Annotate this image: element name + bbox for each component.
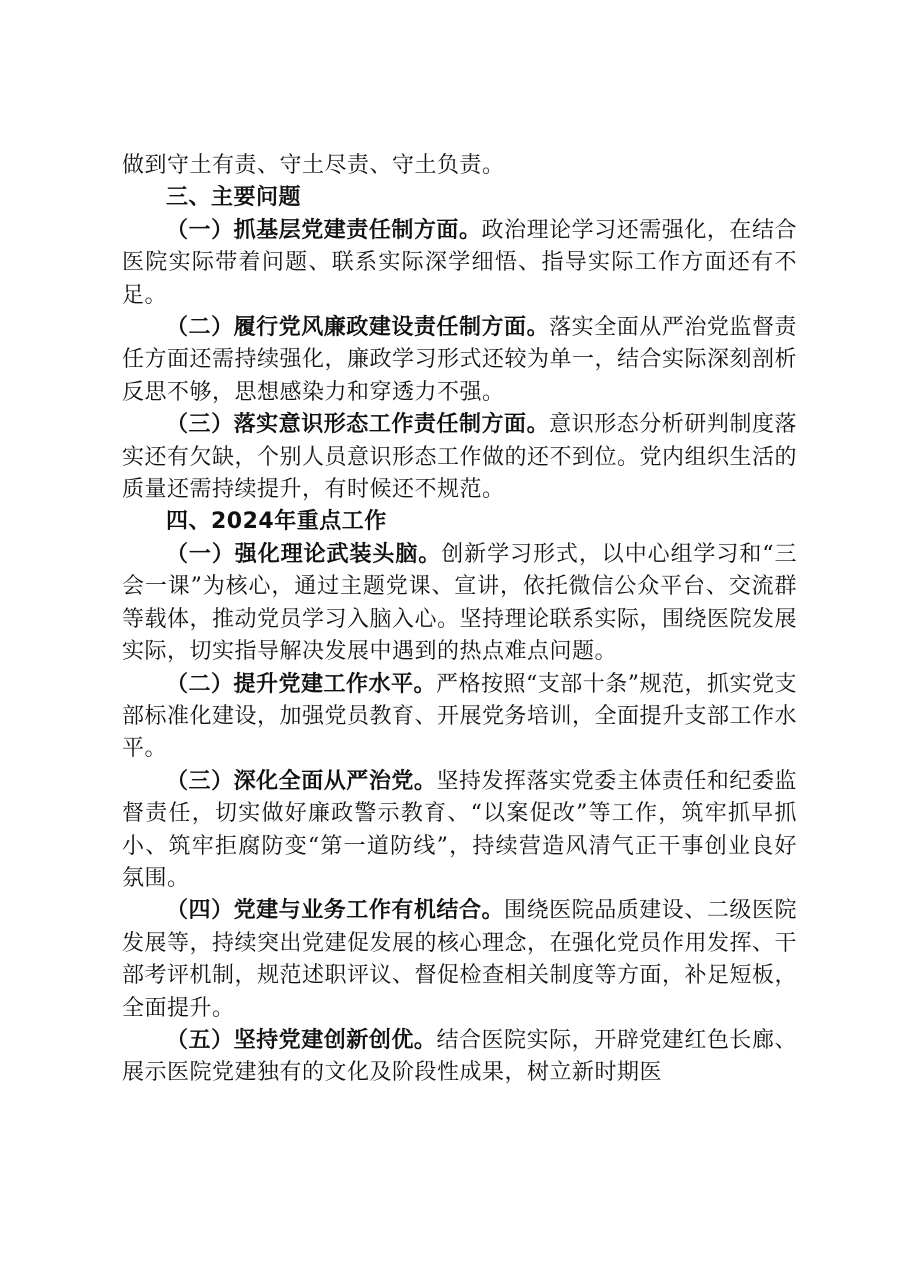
- paragraph-text: 政治理论学习还需强化，在结合医院实际带着问题、联系实际深学细悟、指导实际工作方面还有不足。: [122, 217, 797, 308]
- paragraph-work-3: [122, 766, 797, 896]
- paragraph-text: 围绕医院品质建设、二级医院发展等，持续突出党建促发展的核心理念，在强化党员作用发挥、干部考评机制，规范述职评议、督促检查相关制度等方面，补足短板，全面提升。: [122, 898, 798, 1021]
- paragraph-problem-2: [122, 312, 797, 409]
- paragraph-text: 坚持发挥落实党委主体责任和纪委监督责任，切实做好廉政警示教育、“以案促改”等工作，筑牢抓早抓小、筑牢拒腐防变“第一道防线”，持续营造风清气正干事创业良好氛围。: [122, 768, 797, 891]
- section-heading-key-work-2024: 四、2024年重点工作: [166, 509, 387, 535]
- paragraph-lead: （一）强化理论武装头脑。: [166, 541, 442, 567]
- paragraph-problem-1: [122, 215, 797, 312]
- paragraph-work-5: [122, 1025, 797, 1090]
- paragraph-lead: （三）落实意识形态工作责任制方面。: [166, 412, 550, 438]
- continuation-text: 做到守土有责、守土尽责、守土负责。: [122, 153, 505, 178]
- paragraph-text: 落实全面从严治党监督责任方面还需持续强化，廉政学习形式还较为单一，结合实际深刻剖析反思不够，思想感染力和穿透力不强。: [122, 315, 798, 405]
- paragraph-work-4: [122, 895, 797, 1025]
- paragraph-lead: （一）抓基层党建责任制方面。: [166, 217, 482, 243]
- paragraph-lead: （四）党建与业务工作有机结合。: [166, 898, 505, 924]
- paragraph-text: 严格按照“支部十条”规范，抓实党支部标准化建设，加强党员教育、开展党务培训，全面提升支部工作水平。: [122, 671, 798, 762]
- paragraph-text: 结合医院实际，开辟党建红色长廊、展示医院党建独有的文化及阶段性成果，树立新时期医: [122, 1027, 797, 1086]
- paragraph-lead: （二）提升党建工作水平。: [166, 671, 437, 697]
- paragraph-lead: （五）坚持党建创新创优。: [166, 1027, 437, 1053]
- paragraph-text: 创新学习形式，以中心组学习和“三会一课”为核心，通过主题党课、宣讲，依托微信公众平台、交流群等载体，推动党员学习入脑入心。坚持理论联系实际，围绕医院发展实际，切实指导解决发展中遇到的热点难点问题。: [122, 541, 798, 665]
- paragraph-lead: （三）深化全面从严治党。: [166, 768, 437, 794]
- document-body: [122, 150, 797, 1090]
- paragraph-work-2: [122, 669, 797, 766]
- section-heading-main-problems: 三、主要问题: [166, 185, 302, 211]
- paragraph-lead: （二）履行党风廉政建设责任制方面。: [166, 315, 550, 341]
- paragraph-text: 意识形态分析研判制度落实还有欠缺，个别人员意识形态工作做的还不到位。党内组织生活的质量还需持续提升，有时候还不规范。: [122, 412, 798, 503]
- paragraph-work-1: [122, 539, 797, 669]
- paragraph-problem-3: [122, 409, 797, 506]
